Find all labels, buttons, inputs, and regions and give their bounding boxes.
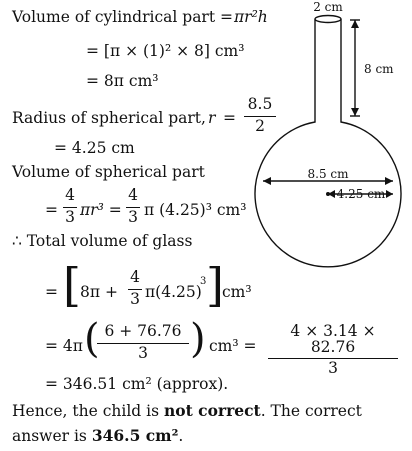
sphere-radius-var: r (208, 109, 216, 127)
diameter-arrow-left (263, 177, 271, 185)
fraction-denominator: 3 (138, 343, 148, 362)
fraction-denominator: 3 (328, 359, 338, 377)
diameter-arrow-right (385, 177, 393, 185)
sphere-volume-formula: πr³ = (80, 201, 122, 219)
radius-label: 4.25 cm (336, 187, 386, 201)
answer-value: 346.5 cm² (91, 426, 179, 445)
sphere-volume-label: Volume of spherical part (12, 163, 205, 181)
total-volume-eq: = (45, 283, 58, 301)
left-bracket: [ (63, 258, 81, 312)
neck-height-arrow-bottom (351, 108, 359, 116)
answer-text-c: . (178, 427, 184, 445)
simplified-unit: cm³ = (209, 337, 257, 355)
sphere-center-dot (326, 192, 330, 196)
conclusion-text-c: . The correct (260, 402, 362, 420)
neck-height-label: 8 cm (364, 62, 394, 76)
neck-top-ellipse (315, 16, 341, 23)
cylinder-volume-step: = [π × (1)² × 8] cm³ (86, 42, 245, 60)
conclusion-text-a: Hence, the child is (12, 402, 160, 420)
fraction-numerator: 4 × 3.14 × 82.76 (290, 322, 376, 356)
total-volume-label: ∴ Total volume of glass (12, 232, 193, 250)
right-bracket: ] (206, 258, 224, 312)
total-volume-exponent: 3 (200, 276, 207, 287)
fraction-denominator: 3 (128, 207, 138, 226)
total-volume-unit: cm³ (222, 283, 252, 301)
sphere-radius-label: Radius of spherical part, (12, 109, 206, 127)
sphere-radius-eq: = (223, 109, 236, 127)
fraction-numerator: 8.5 (247, 95, 273, 113)
answer-text-a: answer is (12, 427, 87, 445)
sphere-volume-substituted: π (4.25)³ cm³ (144, 201, 247, 219)
sphere-radius-result: = 4.25 cm (54, 139, 135, 157)
radius-arrow-right (386, 190, 393, 198)
fraction-numerator: 4 (65, 186, 75, 204)
conclusion-emphasis: not correct (163, 401, 261, 420)
total-volume-simplified: = 4π (45, 337, 83, 355)
cylinder-volume-result: = 8π cm³ (86, 72, 159, 90)
fraction-numerator: 4 (128, 186, 138, 204)
cylinder-volume-label: Volume of cylindrical part = (12, 8, 233, 26)
left-paren: ( (84, 316, 100, 362)
fraction-denominator: 2 (255, 116, 265, 135)
neck-width-label: 2 cm (313, 0, 343, 14)
diameter-label: 8.5 cm (307, 167, 349, 181)
fraction-numerator: 6 + 76.76 (104, 322, 182, 340)
fraction-numerator: 4 (130, 268, 140, 286)
fraction-denominator: 3 (130, 289, 140, 308)
total-volume-result: = 346.51 cm² (approx). (45, 375, 229, 393)
fraction-denominator: 3 (65, 207, 75, 226)
neck-height-arrow-top (351, 20, 359, 28)
sphere-volume-eq: = (45, 201, 58, 219)
flask-outline (255, 19, 401, 267)
total-volume-inner: 8π + (80, 283, 118, 301)
total-volume-term: π(4.25) (145, 283, 202, 301)
cylinder-volume-formula: πr²h (234, 8, 268, 26)
right-paren: ) (190, 316, 206, 362)
